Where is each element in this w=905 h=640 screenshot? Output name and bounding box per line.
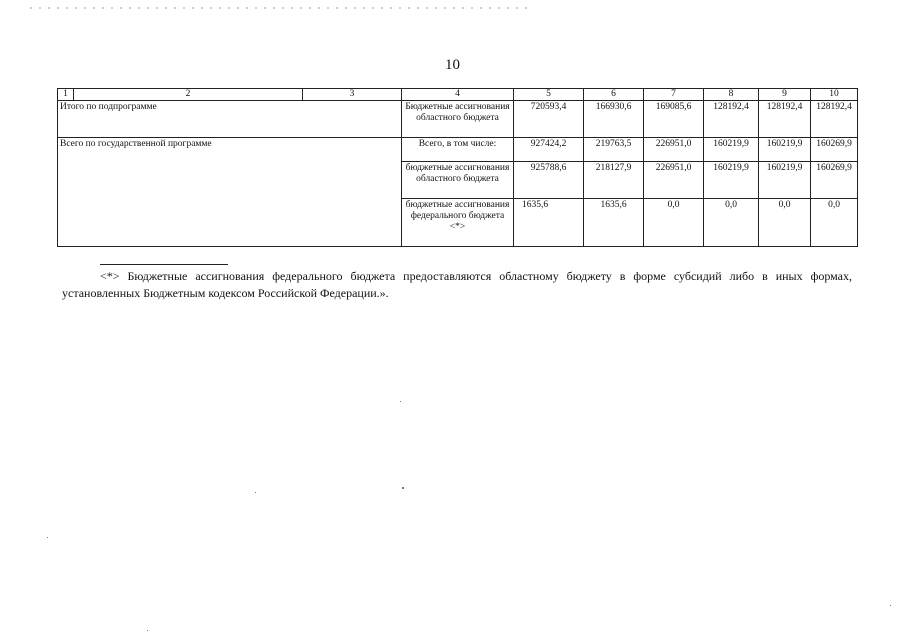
funding-source: бюджетные ассигнования областного бюджета <box>402 162 514 199</box>
value-cell: 160219,9 <box>704 162 759 199</box>
row-label: Всего по государственной программе <box>58 138 402 247</box>
value-cell: 927424,2 <box>514 138 584 162</box>
value-cell: 1635,6 <box>584 199 644 247</box>
scan-speck <box>890 605 891 606</box>
column-header: 6 <box>584 89 644 101</box>
page-number: 10 <box>445 57 460 73</box>
scan-speck <box>255 492 256 493</box>
value-cell: 226951,0 <box>644 162 704 199</box>
value-cell: 128192,4 <box>759 101 811 138</box>
value-cell: 0,0 <box>644 199 704 247</box>
scan-speck <box>47 537 48 538</box>
column-header: 3 <box>303 89 402 101</box>
value-cell: 219763,5 <box>584 138 644 162</box>
scan-speck <box>400 401 401 402</box>
value-cell: 1635,6 <box>514 199 584 247</box>
funding-source: Всего, в том числе: <box>402 138 514 162</box>
table-header-row <box>58 89 858 101</box>
value-cell: 720593,4 <box>514 101 584 138</box>
value-cell: 226951,0 <box>644 138 704 162</box>
value-cell: 160269,9 <box>811 162 858 199</box>
value-cell: 160219,9 <box>759 138 811 162</box>
footnote-text: <*> Бюджетные ассигнования федерального бюджета предоставляются областному бюджету в форме субсидий либо в иных формах, установленных Бюджетным кодексом Российской Федерации.». <box>62 269 852 300</box>
value-cell: 0,0 <box>704 199 759 247</box>
funding-source: бюджетные ассигнования федерального бюджета <*> <box>402 199 514 247</box>
column-header: 9 <box>759 89 811 101</box>
value-cell: 160219,9 <box>759 162 811 199</box>
scan-speck <box>402 487 404 489</box>
value-cell: 160219,9 <box>704 138 759 162</box>
value-cell: 128192,4 <box>811 101 858 138</box>
column-header: 1 <box>58 89 74 101</box>
value-cell: 925788,6 <box>514 162 584 199</box>
value-cell: 169085,6 <box>644 101 704 138</box>
column-header: 4 <box>402 89 514 101</box>
row-label: Итого по подпрограмме <box>58 101 402 138</box>
footnote-divider <box>100 264 228 265</box>
value-cell: 0,0 <box>759 199 811 247</box>
funding-source: Бюджетные ассигнования областного бюджета <box>402 101 514 138</box>
value-cell: 0,0 <box>811 199 858 247</box>
value-cell: 166930,6 <box>584 101 644 138</box>
column-header: 7 <box>644 89 704 101</box>
value-cell: 128192,4 <box>704 101 759 138</box>
table-row <box>58 138 858 162</box>
column-header: 10 <box>811 89 858 101</box>
column-header: 8 <box>704 89 759 101</box>
value-cell: 218127,9 <box>584 162 644 199</box>
scan-noise <box>30 7 530 9</box>
column-header: 5 <box>514 89 584 101</box>
scan-speck <box>147 630 148 631</box>
column-header: 2 <box>74 89 303 101</box>
value-cell: 160269,9 <box>811 138 858 162</box>
budget-table <box>57 88 858 247</box>
table-row <box>58 101 858 138</box>
